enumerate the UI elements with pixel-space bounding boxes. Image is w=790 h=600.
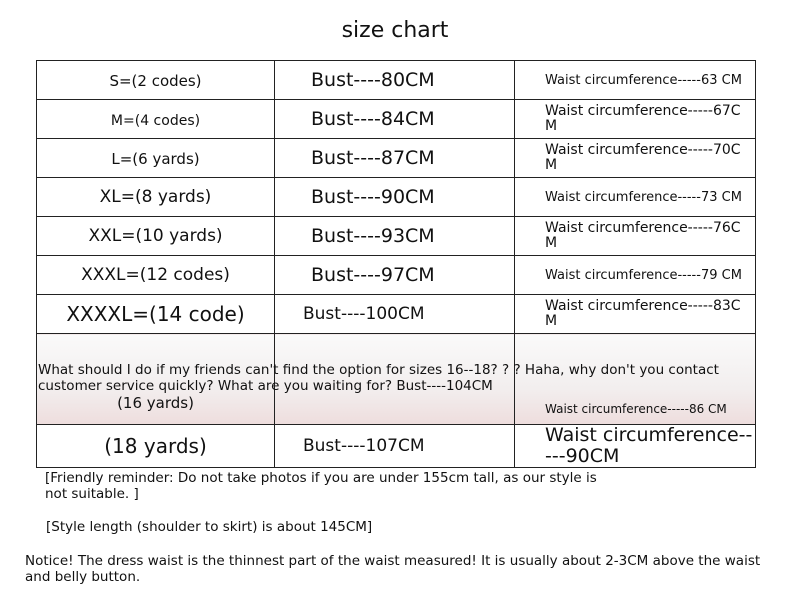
bust-value: Bust----84CM xyxy=(311,108,435,130)
size-label: XXXL=(12 codes) xyxy=(81,265,230,285)
table-row xyxy=(37,425,756,468)
style-length-note: [Style length (shoulder to skirt) is about 145CM] xyxy=(46,519,373,535)
size-label: S=(2 codes) xyxy=(109,71,202,90)
waist-value: Waist circumference-----83CM xyxy=(545,298,741,329)
size-label: XL=(8 yards) xyxy=(99,187,212,207)
waist-value: Waist circumference-----90CM xyxy=(545,424,753,467)
friendly-reminder: [Friendly reminder: Do not take photos if you are under 155cm tall, as our style is not suitable. ] xyxy=(45,470,597,502)
waist-value: Waist circumference-----70CM xyxy=(545,142,741,173)
size-label: (16 yards) xyxy=(117,394,194,412)
size-label: XXL=(10 yards) xyxy=(88,226,223,246)
size-label: XXXXL=(14 code) xyxy=(66,302,245,326)
waist-value: Waist circumference-----86 CM xyxy=(545,402,727,416)
bust-value: Bust----97CM xyxy=(311,264,435,286)
bust-value: Bust----90CM xyxy=(311,186,435,208)
overlay-note: What should I do if my friends can't find the option for sizes 16--18? ? ? Haha, why don't you contact customer service quickly? What are you waiting for? Bust----104CM xyxy=(38,362,719,394)
page-title: size chart xyxy=(341,18,449,43)
table-row xyxy=(37,61,756,100)
waist-value: Waist circumference-----76CM xyxy=(545,220,741,251)
size-table xyxy=(36,60,756,468)
waist-value: Waist circumference-----67CM xyxy=(545,103,741,134)
waist-value: Waist circumference-----73 CM xyxy=(545,189,742,205)
table-row xyxy=(37,139,756,178)
table-row xyxy=(37,295,756,334)
bust-value: Bust----100CM xyxy=(303,304,425,324)
table-row xyxy=(37,178,756,217)
table-row xyxy=(37,217,756,256)
size-label: (18 yards) xyxy=(104,434,207,458)
size-label: L=(6 yards) xyxy=(111,149,200,168)
table-row xyxy=(37,256,756,295)
waist-notice: Notice! The dress waist is the thinnest part of the waist measured! It is usually about 2-3CM above the waist and belly button. xyxy=(25,553,761,585)
waist-value: Waist circumference-----79 CM xyxy=(545,267,742,283)
bust-value: Bust----80CM xyxy=(311,69,435,91)
bust-value: Bust----107CM xyxy=(303,436,425,456)
bust-value: Bust----93CM xyxy=(311,225,435,247)
table-row xyxy=(37,100,756,139)
size-label: M=(4 codes) xyxy=(110,112,201,129)
bust-value: Bust----87CM xyxy=(311,147,435,169)
waist-value: Waist circumference-----63 CM xyxy=(545,72,742,88)
